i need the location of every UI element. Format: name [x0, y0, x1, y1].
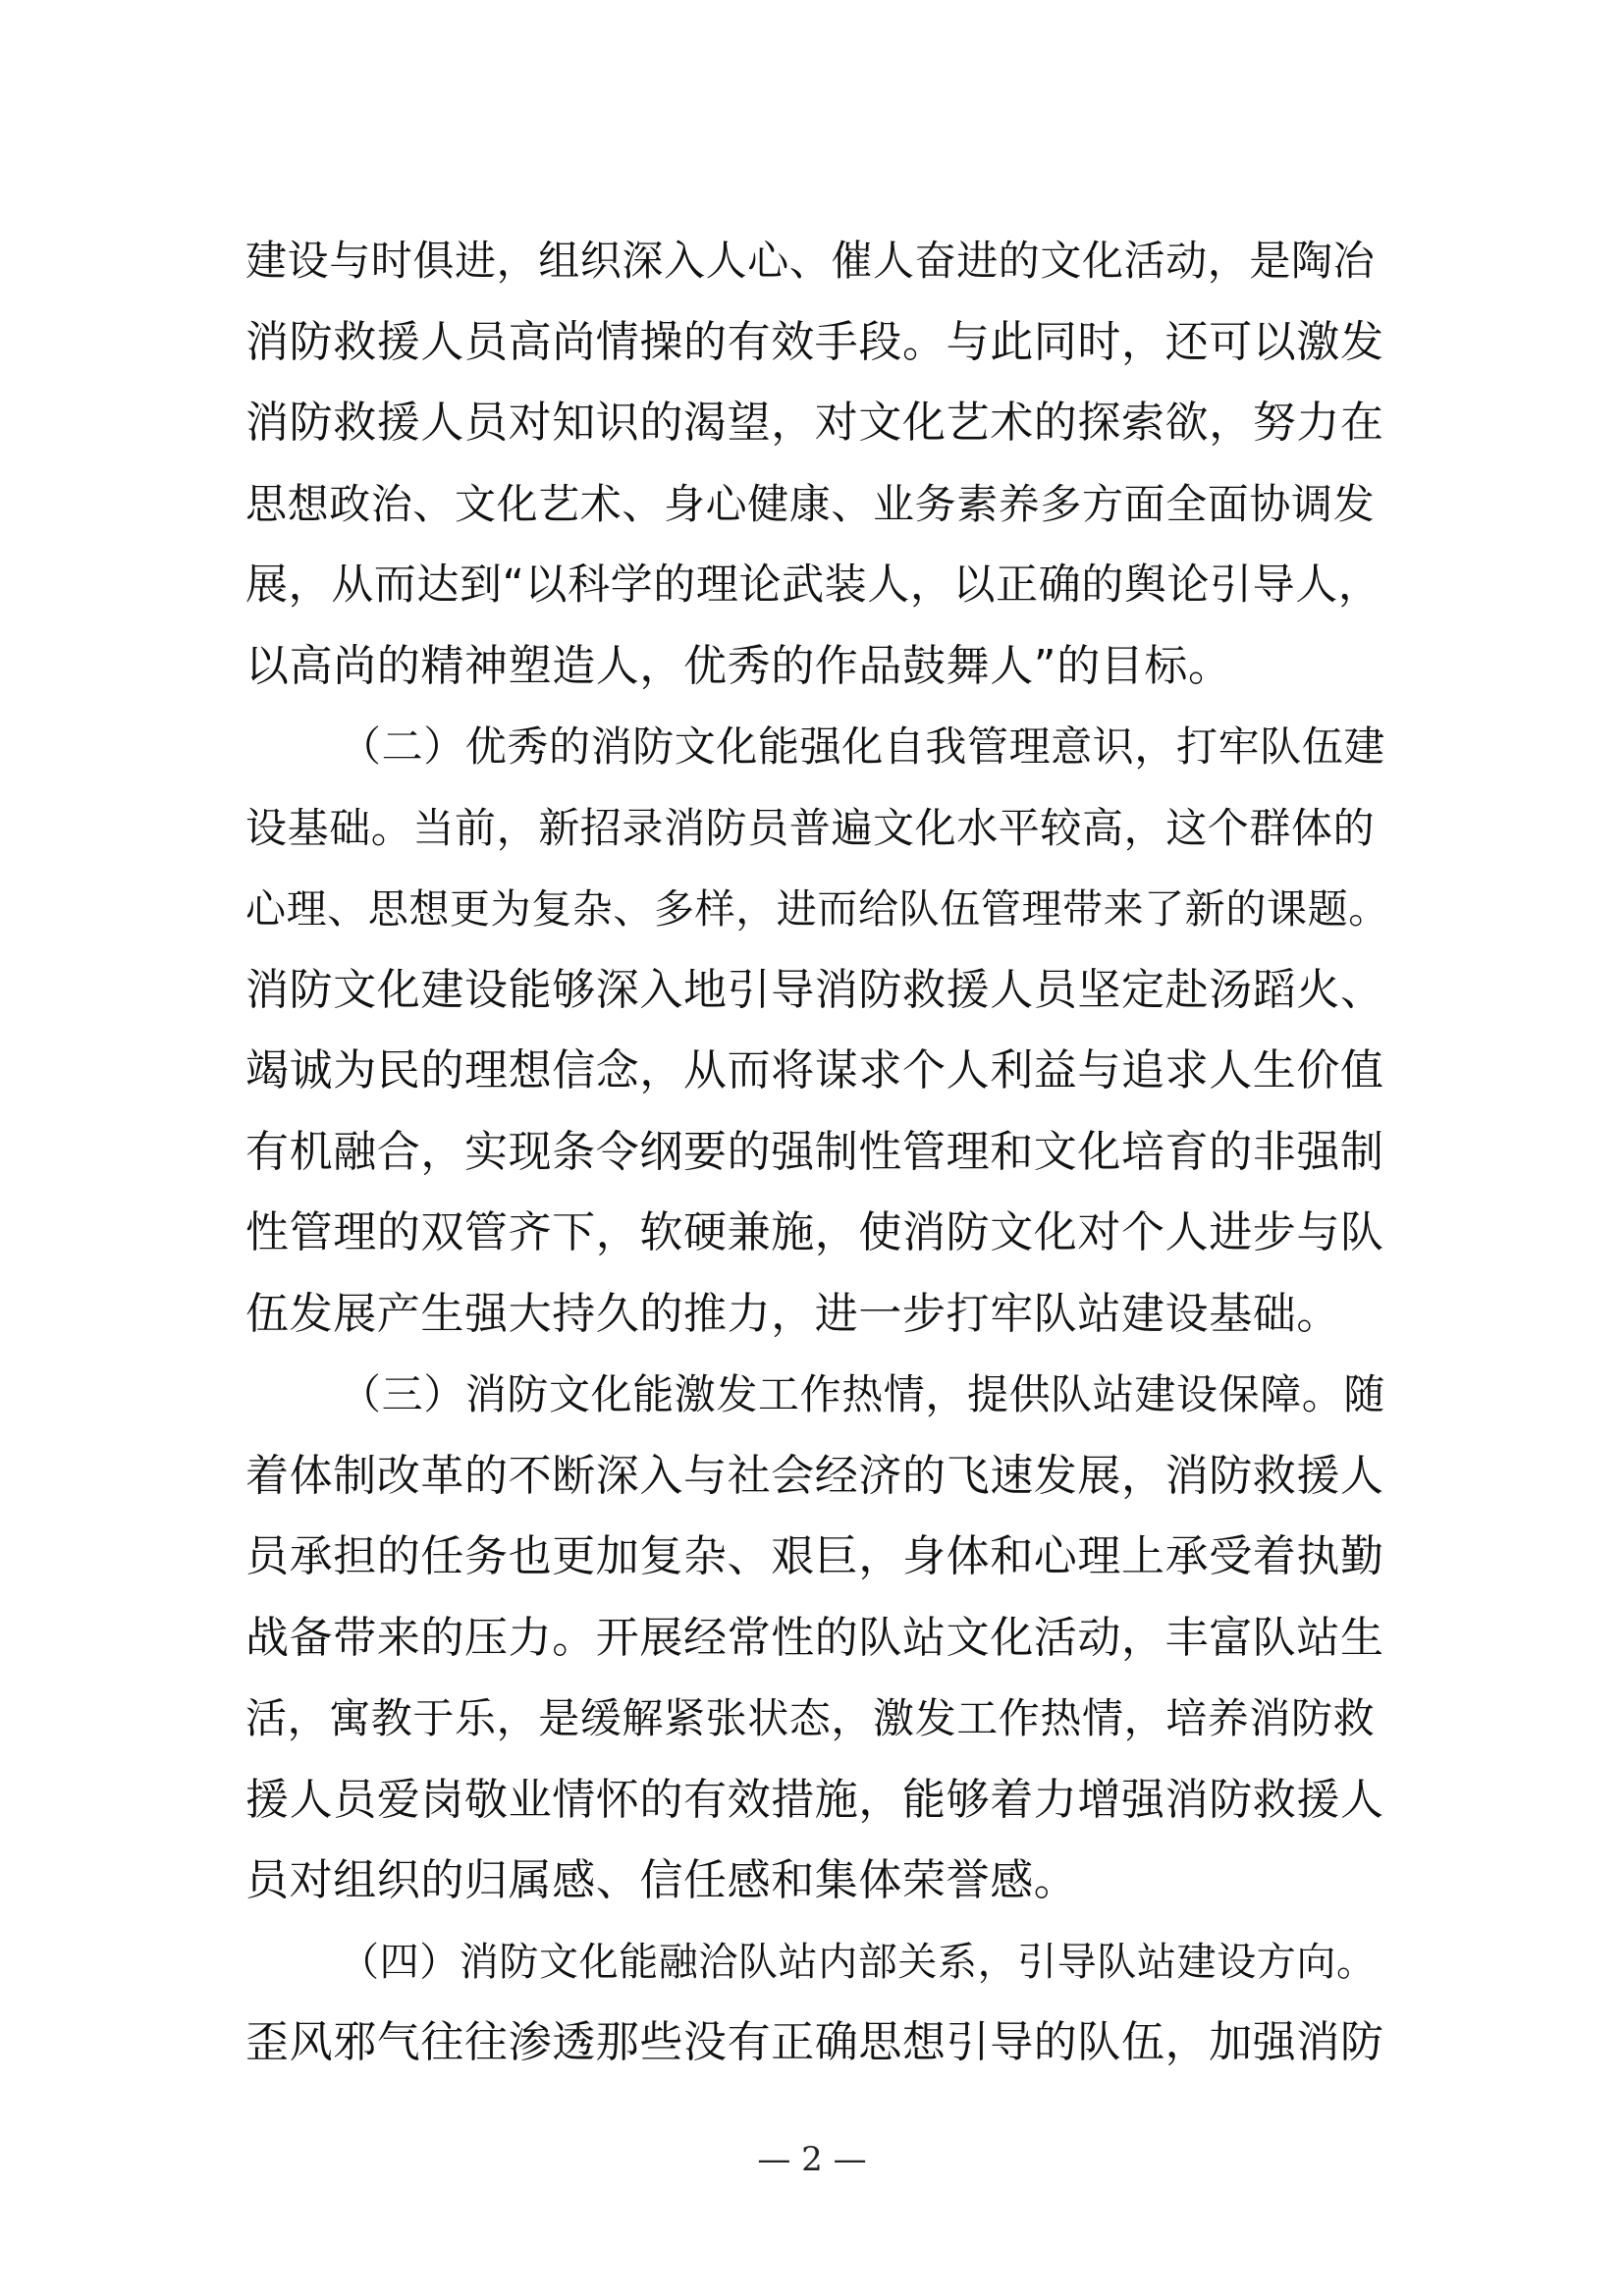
body-text	[245, 221, 1394, 2084]
text-line: 有机融合，实现条令纲要的强制性管理和文化培育的非强制	[245, 1126, 1384, 1177]
paragraph-heading-line: （二）优秀的消防文化能强化自我管理意识，打牢队伍建	[340, 722, 1386, 771]
text-line: 歪风邪气往往渗透那些没有正确思想引导的队伍，加强消防	[245, 2017, 1384, 2067]
text-line: 竭诚为民的理想信念，从而将谋求个人利益与追求人生价值	[245, 1045, 1384, 1095]
text-line: 消防救援人员高尚情操的有效手段。与此同时，还可以激发	[245, 316, 1384, 367]
text-line: 活，寓教于乐，是缓解紧张状态，激发工作热情，培养消防救	[245, 1694, 1376, 1742]
paragraph-heading-line: （三）消防文化能激发工作热情，提供队站建设保障。随	[340, 1370, 1386, 1418]
text-line: 消防文化建设能够深入地引导消防救援人员坚定赴汤蹈火、	[245, 964, 1384, 1015]
text-line: 战备带来的压力。开展经常性的队站文化活动，丰富队站生	[245, 1612, 1384, 1663]
paragraph-heading-line: （四）消防文化能融洽队站内部关系，引导队站建设方向。	[340, 1939, 1377, 1985]
text-line: 心理、思想更为复杂、多样，进而给队伍管理带来了新的课题。	[245, 885, 1389, 933]
text-line: 性管理的双管齐下，软硬兼施，使消防文化对个人进步与队	[245, 1207, 1384, 1257]
text-line: 设基础。当前，新招录消防员普遍文化水平较高，这个群体的	[245, 803, 1376, 852]
text-line: 员承担的任务也更加复杂、艰巨，身体和心理上承受着执勤	[245, 1531, 1384, 1581]
text-line: 员对组织的归属感、信任感和集体荣誉感。	[245, 1855, 1078, 1905]
text-line: 以高尚的精神塑造人，优秀的作品鼓舞人”的目标。	[245, 640, 1232, 691]
text-line: 着体制改革的不断深入与社会经济的飞速发展，消防救援人	[245, 1450, 1384, 1501]
text-line: 伍发展产生强大持久的推力，进一步打牢队站建设基础。	[245, 1288, 1340, 1339]
text-line: 展，从而达到“以科学的理论武装人，以正确的舆论引导人，	[245, 561, 1381, 610]
text-line: 思想政治、文化艺术、身心健康、业务素养多方面全面协调发	[245, 479, 1376, 528]
text-line: 消防救援人员对知识的渴望，对文化艺术的探索欲，努力在	[245, 398, 1384, 448]
text-line: 援人员爱岗敬业情怀的有效措施，能够着力增强消防救援人	[245, 1774, 1384, 1825]
page-number: — 2 —	[757, 2140, 867, 2179]
text-line: 建设与时俱进，组织深入人心、催人奋进的文化活动，是陶冶	[245, 237, 1376, 285]
